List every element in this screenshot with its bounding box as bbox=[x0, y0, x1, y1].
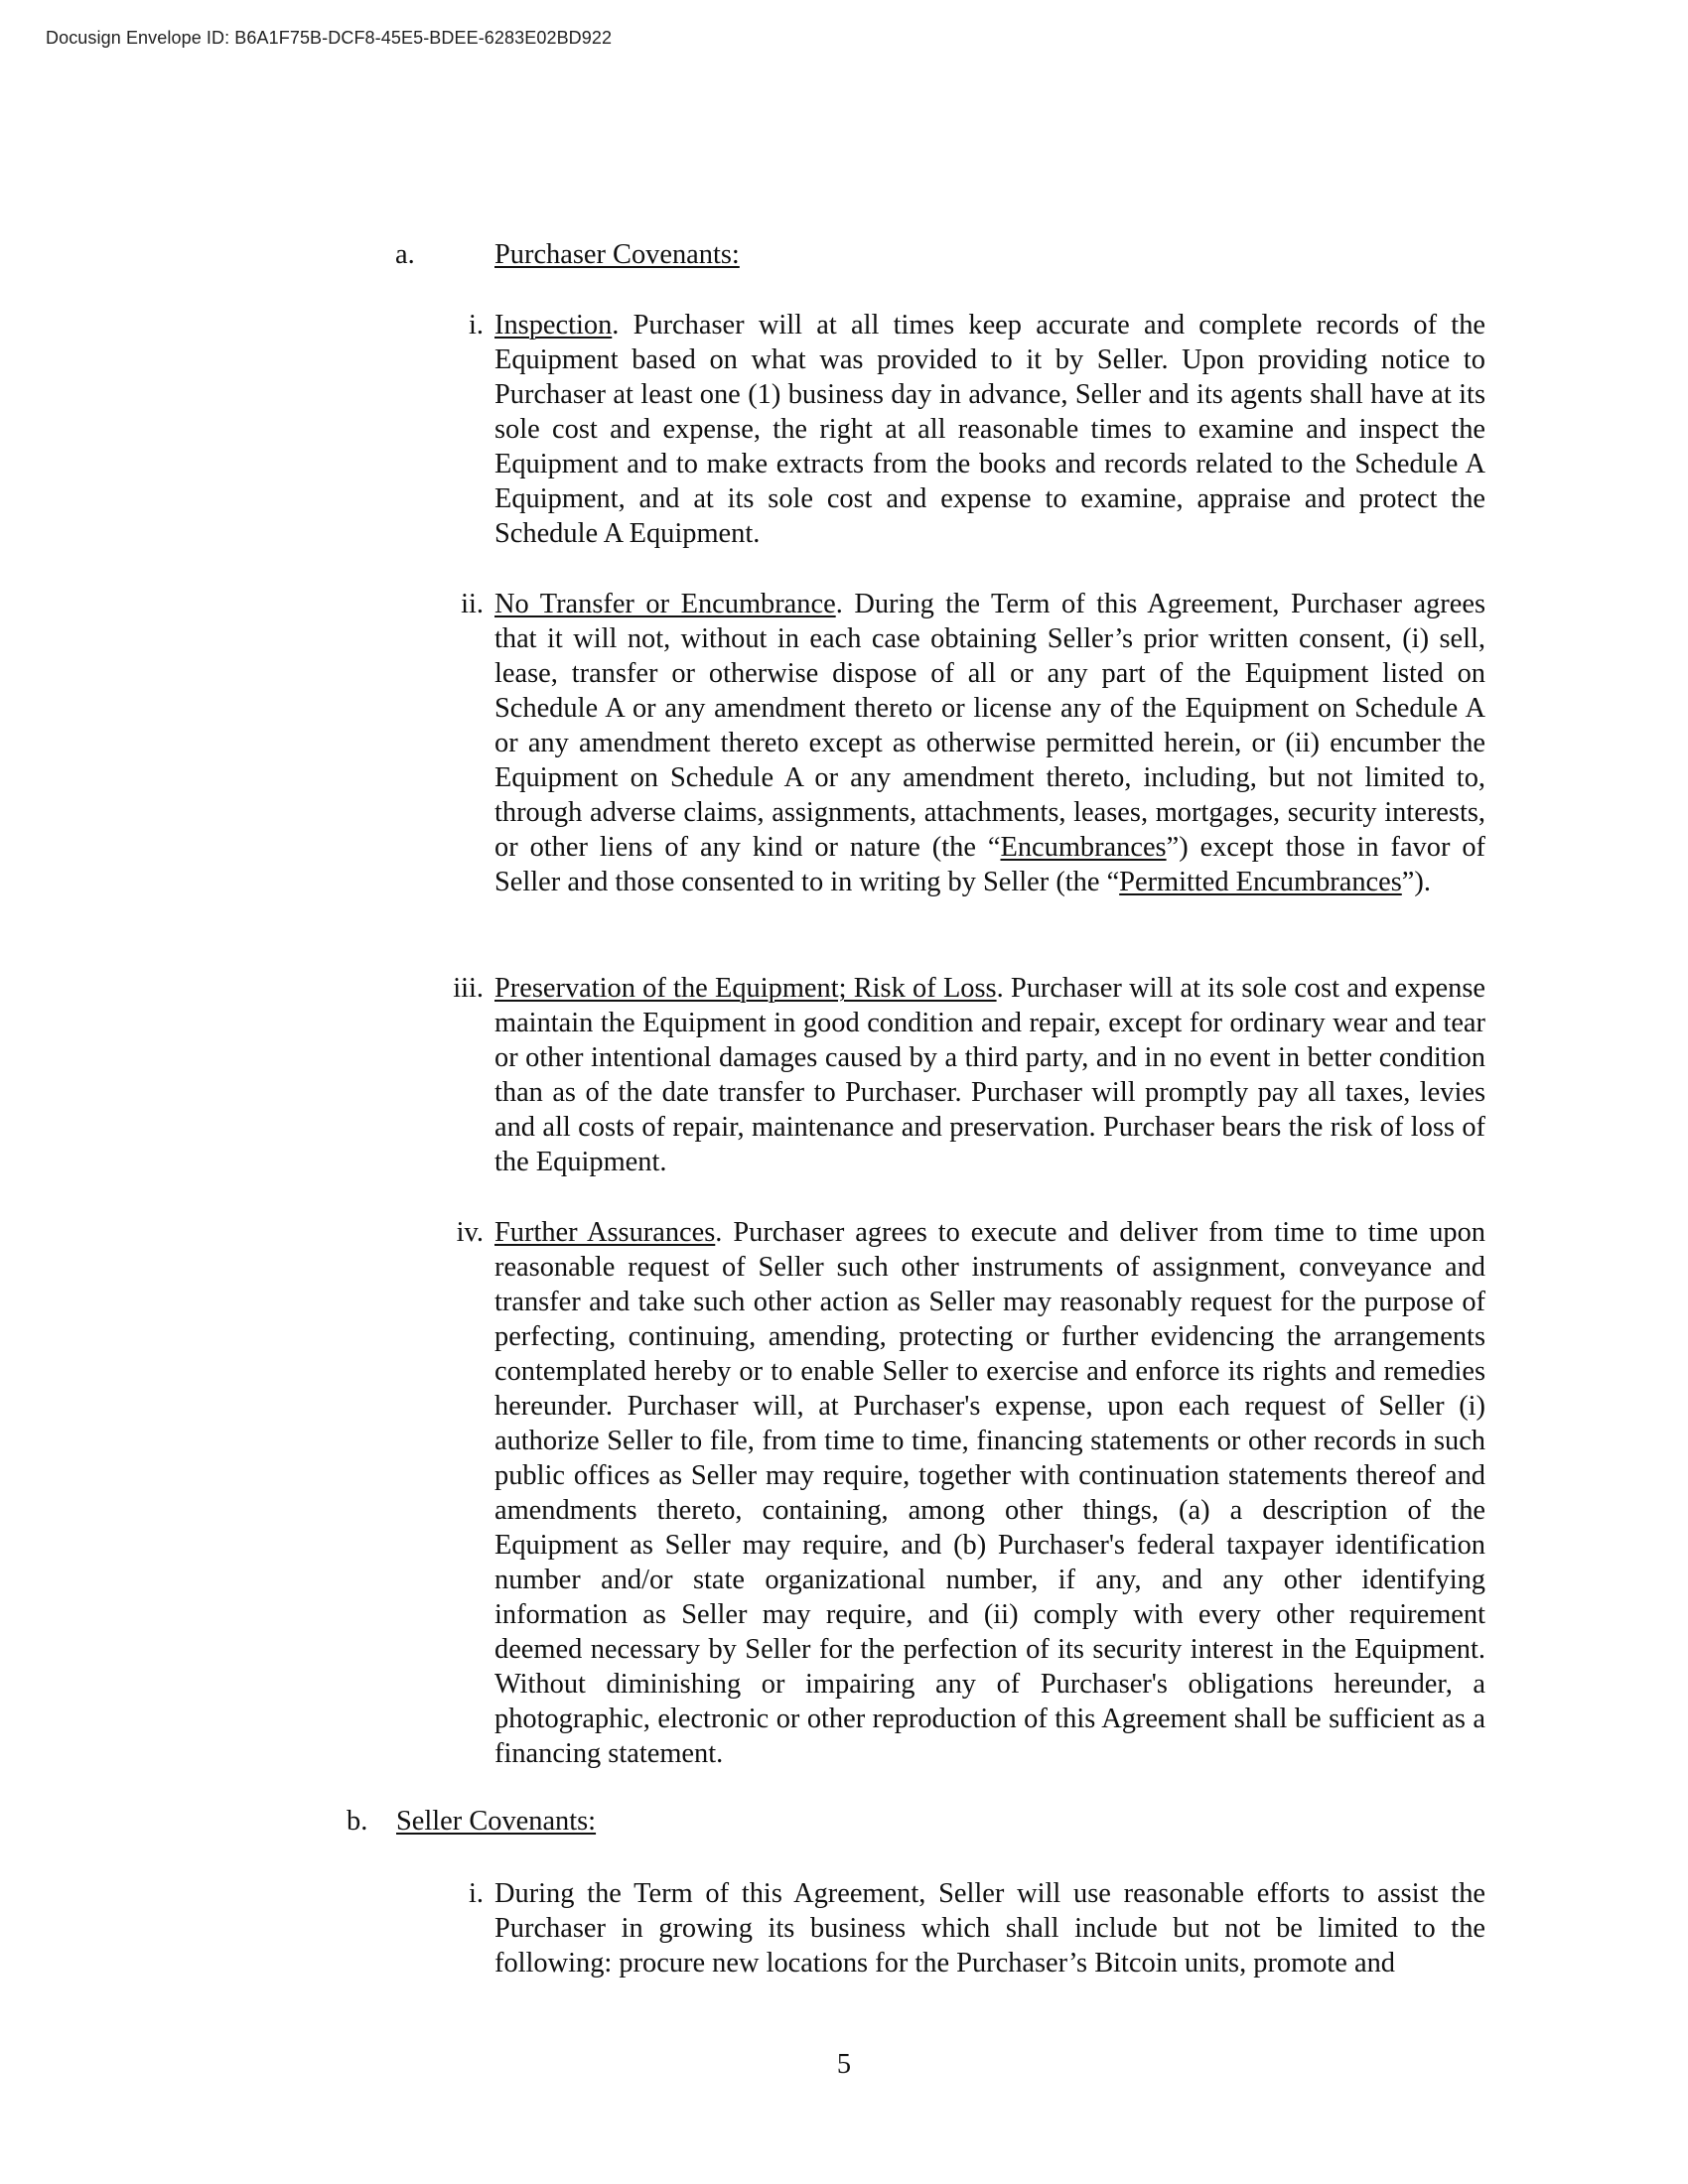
item-number: ii. bbox=[461, 589, 484, 619]
section-a-item-inspection bbox=[469, 308, 1485, 551]
section-a-marker: a. bbox=[395, 239, 415, 270]
item-number: iv. bbox=[456, 1217, 484, 1248]
section-b-marker: b. bbox=[347, 1806, 368, 1837]
item-text: During the Term of this Agreement, Seller will use reasonable efforts to assist the Purchaser in growing its business which shall include but not be limited to the following: procure new locations for the Purchaser’s Bitcoin units, promote and bbox=[494, 1878, 1485, 1979]
item-text: . Purchaser agrees to execute and deliver from time to time upon reasonable request of Seller such other instruments of assignment, conveyance and transfer and take such other action as Seller may reasonably request for the purpose of perfecting, continuing, amending, protecting or further evidencing the arrangements contemplated hereby or to enable Seller to exercise and enforce its rights and remedies hereunder. Purchaser will, at Purchaser's expense, upon each request of Seller (i) authorize Seller to file, from time to time, financing statements or other records in such public offices as Seller may require, together with continuation statements thereof and amendments thereto, containing, among other things, (a) a description of the Equipment as Seller may require, and (b) Purchaser's federal taxpayer identification number and/or state organizational number, if any, and any other identifying information as Seller may require, and (ii) comply with every other requirement deemed necessary by Seller for the perfection of its security interest in the Equipment. Without diminishing or impairing any of Purchaser's obligations hereunder, a photographic, electronic or other reproduction of this Agreement shall be sufficient as a financing statement. bbox=[494, 1217, 1486, 1769]
section-b-heading bbox=[0, 1804, 1688, 1840]
section-b-title: Seller Covenants: bbox=[396, 1806, 597, 1837]
item-paragraph bbox=[494, 587, 1485, 899]
item-heading: Inspection bbox=[494, 310, 613, 341]
item-paragraph bbox=[494, 1876, 1485, 1980]
section-a-item-further-assurances bbox=[456, 1215, 1486, 1771]
item-text: . Purchaser will at all times keep accurate and complete records of the Equipment based on what was provided to it by Seller. Upon providing notice to Purchaser at least one (1) business day in advance, Seller and its agents shall have at its sole cost and expense, the right at all reasonable times to examine and inspect the Equipment and to make extracts from the books and records related to the Schedule A Equipment, and at its sole cost and expense to examine, appraise and protect the Schedule A Equipment. bbox=[494, 310, 1485, 549]
item-paragraph bbox=[494, 971, 1485, 1179]
item-number: iii. bbox=[453, 973, 484, 1004]
item-text: ”) except those in favor of Seller and those consented to in writing by Seller (the “ bbox=[494, 832, 1485, 897]
item-heading: Preservation of the Equipment; Risk of Loss bbox=[494, 973, 997, 1004]
section-b-item-1 bbox=[469, 1876, 1485, 1980]
page-number: 5 bbox=[836, 2049, 852, 2080]
item-heading: No Transfer or Encumbrance bbox=[494, 589, 836, 619]
item-text: ”). bbox=[1401, 867, 1431, 897]
section-a-heading bbox=[0, 237, 1688, 273]
section-a-item-preservation bbox=[453, 971, 1485, 1179]
section-a-item-no-transfer bbox=[461, 587, 1485, 899]
item-number: i. bbox=[469, 1878, 484, 1909]
item-text: . Purchaser will at its sole cost and expense maintain the Equipment in good condition and repair, except for ordinary wear and tear or other intentional damages caused by a third party, and in no event in better condition than as of the date transfer to Purchaser. Purchaser will promptly pay all taxes, levies and all costs of repair, maintenance and preservation. Purchaser bears the risk of loss of the Equipment. bbox=[494, 973, 1485, 1177]
docusign-envelope-id: Docusign Envelope ID: B6A1F75B-DCF8-45E5-BDEE-6283E02BD922 bbox=[46, 28, 613, 48]
item-number: i. bbox=[469, 310, 484, 341]
item-paragraph bbox=[494, 1215, 1485, 1771]
item-paragraph bbox=[494, 308, 1485, 551]
item-text: . During the Term of this Agreement, Purchaser agrees that it will not, without in each case obtaining Seller’s prior written consent, (i) sell, lease, transfer or otherwise dispose of all or any part of the Equipment listed on Schedule A or any amendment thereto or license any of the Equipment on Schedule A or any amendment thereto except as otherwise permitted herein, or (ii) encumber the Equipment on Schedule A or any amendment thereto, including, but not limited to, through adverse claims, assignments, attachments, leases, mortgages, security interests, or other liens of any kind or nature (the “ bbox=[494, 589, 1485, 863]
defined-term-encumbrances: Encumbrances bbox=[1000, 832, 1167, 863]
defined-term-permitted-encumbrances: Permitted Encumbrances bbox=[1119, 867, 1402, 897]
item-heading: Further Assurances bbox=[494, 1217, 716, 1248]
section-a-title: Purchaser Covenants: bbox=[494, 239, 740, 270]
